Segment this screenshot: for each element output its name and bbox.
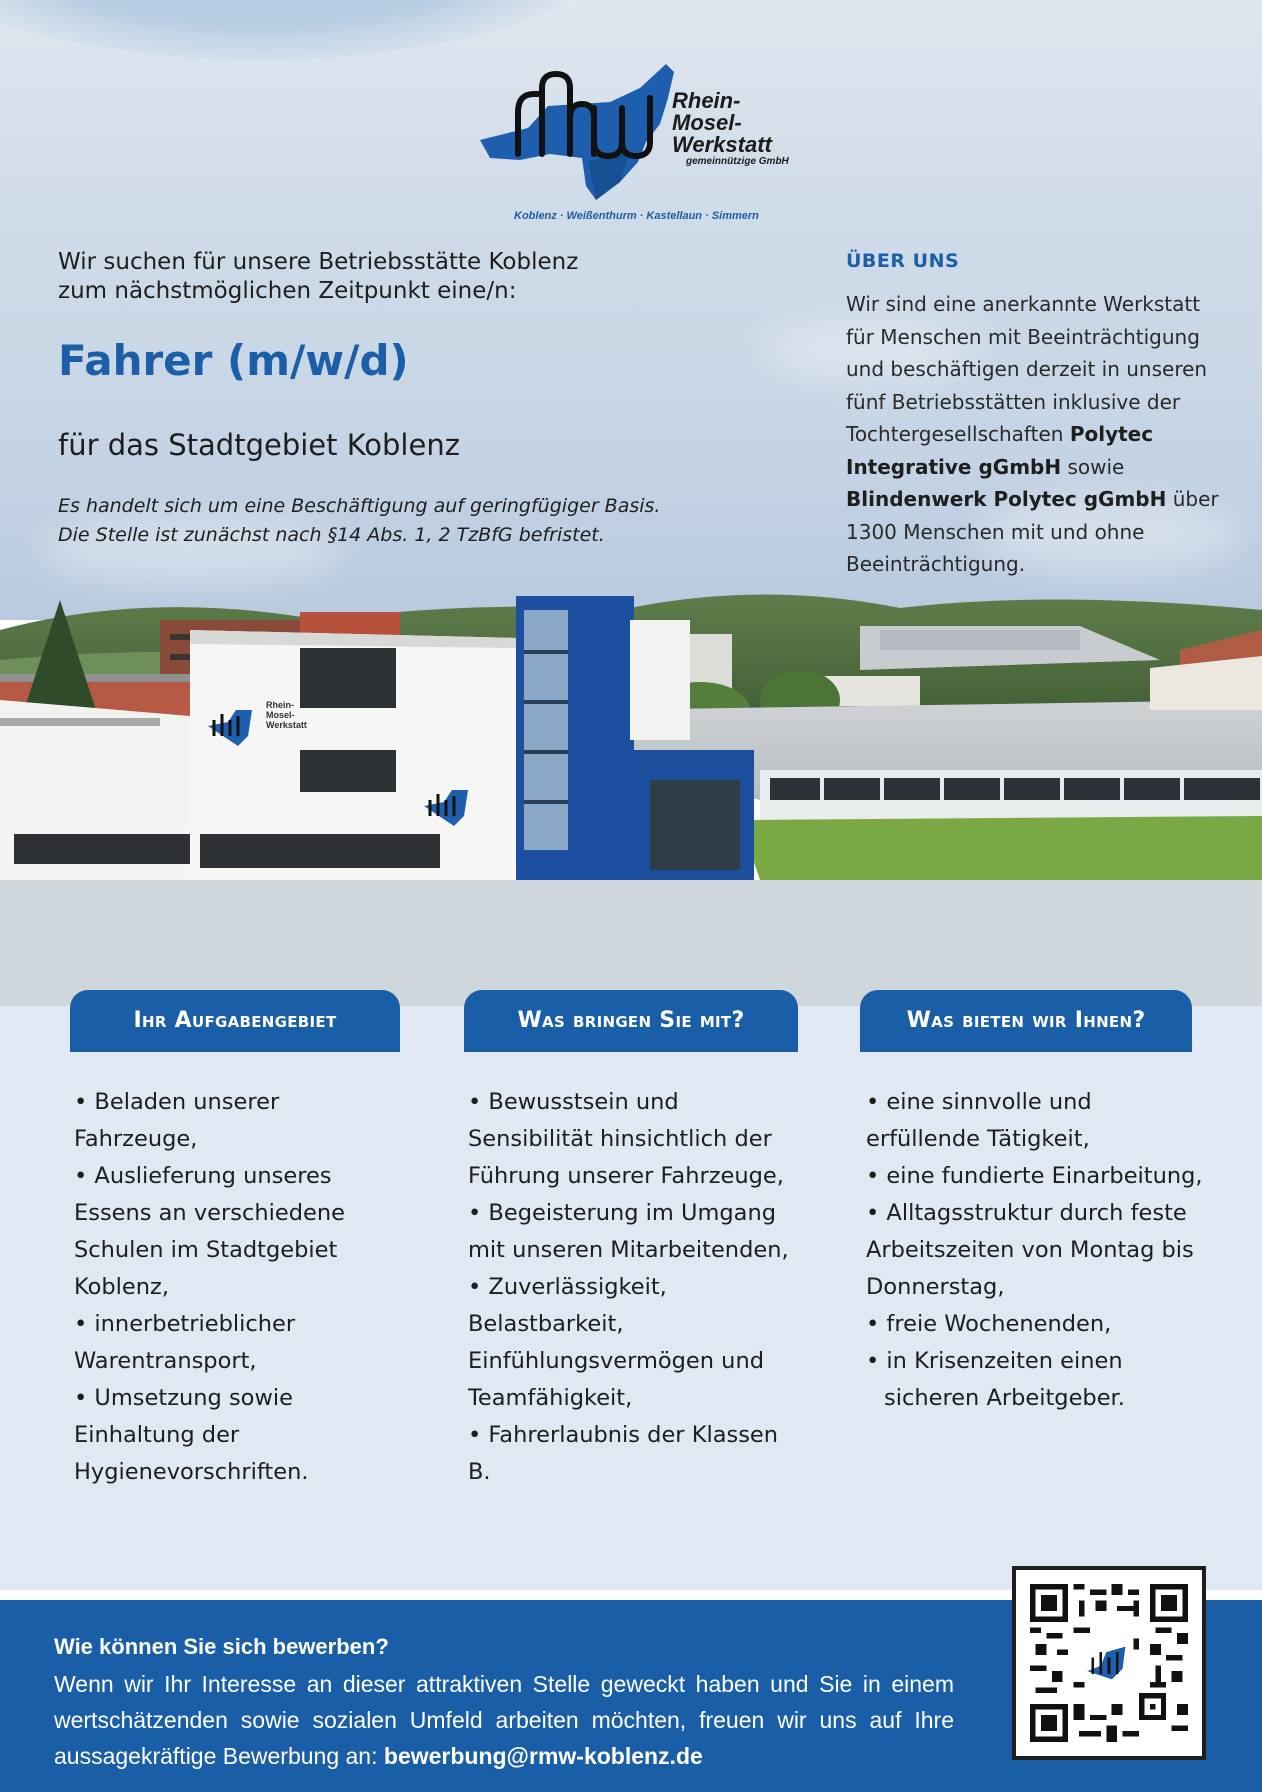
logo-line-1: Rhein- [672, 88, 741, 113]
tab-aufgabengebiet: Ihr Aufgabengebiet [70, 990, 400, 1052]
requirements-list [468, 1084, 798, 1491]
list-item: • eine sinnvolle und erfüllende Tätigkeit, [866, 1089, 1092, 1152]
about-text-part: über 1300 Menschen mit und ohne Beeinträchtigung. [846, 487, 1219, 576]
building-sign [266, 700, 307, 730]
footer-title: Wie können Sie sich bewerben? [54, 1634, 389, 1659]
job-area: für das Stadtgebiet Koblenz [58, 428, 460, 462]
list-item: • Umsetzung sowie Einhaltung der Hygienevorschriften. [74, 1385, 309, 1485]
tasks-list [74, 1084, 374, 1491]
about-title: ÜBER UNS [846, 250, 960, 272]
list-item: • Beladen unserer Fahrzeuge, [74, 1089, 280, 1152]
company-logo [470, 58, 800, 228]
building-photo [0, 590, 1262, 1010]
logo-legal-form: gemeinnützige GmbH [686, 156, 789, 167]
list-item: • Begeisterung im Umgang mit unseren Mitarbeitenden, [468, 1200, 789, 1263]
logo-line-3: Werkstatt [672, 132, 772, 157]
job-title: Fahrer (m/w/d) [58, 336, 409, 385]
list-item: • Zuverlässigkeit, Belastbarkeit, Einfühlungsvermögen und Teamfähigkeit, [468, 1274, 764, 1411]
footer-text-body: Wenn wir Ihr Interesse an dieser attraktiven Stelle geweckt haben und Sie in einem wertschätzenden sowie sozialen Umfeld arbeiten möchten, freuen wir uns auf Ihre aussagekräftige Bewerbung an: [54, 1671, 954, 1769]
about-company-1: Polytec Integrative gGmbH [846, 422, 1154, 479]
email-link[interactable]: bewerbung@rmw-koblenz.de [383, 1743, 703, 1769]
job-note-line-1: Es handelt sich um eine Beschäftigung auf geringfügiger Basis. [58, 495, 661, 517]
decorative-arc [0, 0, 640, 60]
job-note [58, 492, 718, 550]
intro-text [58, 248, 678, 306]
list-item: • Fahrerlaubnis der Klassen B. [468, 1422, 779, 1485]
building-sign-line: Werkstatt [266, 720, 307, 730]
intro-line-2: zum nächstmöglichen Zeitpunkt eine/n: [58, 278, 517, 304]
list-item: • Alltagsstruktur durch feste Arbeitszeiten von Montag bis Donnerstag, [866, 1200, 1194, 1300]
building-sign-line: Rhein- [266, 700, 294, 710]
list-item: • innerbetrieblicher Warentransport, [74, 1311, 296, 1374]
tab-was-bieten-wir: Was bieten wir Ihnen? [860, 990, 1192, 1052]
logo-wordmark [672, 90, 789, 168]
list-item: • in Krisenzeiten einen sicheren Arbeitgeber. [866, 1348, 1125, 1411]
about-text [846, 288, 1226, 581]
about-text-part: sowie [1061, 454, 1125, 479]
logo-line-2: Mosel- [672, 110, 742, 135]
offer-list [866, 1084, 1206, 1417]
logo-locations: Koblenz · Weißenthurm · Kastellaun · Simmern [514, 210, 759, 222]
qr-code-icon[interactable] [1012, 1566, 1206, 1760]
list-item: • freie Wochenenden, [866, 1311, 1112, 1337]
footer-text [54, 1666, 954, 1774]
list-item: • Auslieferung unseres Essens an verschiedene Schulen im Stadtgebiet Koblenz, [74, 1163, 345, 1300]
list-item: • eine fundierte Einarbeitung, [866, 1163, 1203, 1189]
job-note-line-2: Die Stelle ist zunächst nach §14 Abs. 1, 2 TzBfG befristet. [58, 524, 605, 546]
list-item: • Bewusstsein und Sensibilität hinsichtlich der Führung unserer Fahrzeuge, [468, 1089, 784, 1189]
tab-was-bringen-sie-mit: Was bringen Sie mit? [464, 990, 798, 1052]
intro-line-1: Wir suchen für unsere Betriebsstätte Koblenz [58, 249, 579, 275]
building-sign-line: Mosel- [266, 710, 295, 720]
about-text-part: Wir sind eine anerkannte Werkstatt für Menschen mit Beeinträchtigung und beschäftigen derzeit in unseren fünf Betriebsstätten inklusive der Tochtergesellschaften [846, 292, 1208, 446]
about-company-2: Blindenwerk Polytec gGmbH [846, 487, 1167, 511]
